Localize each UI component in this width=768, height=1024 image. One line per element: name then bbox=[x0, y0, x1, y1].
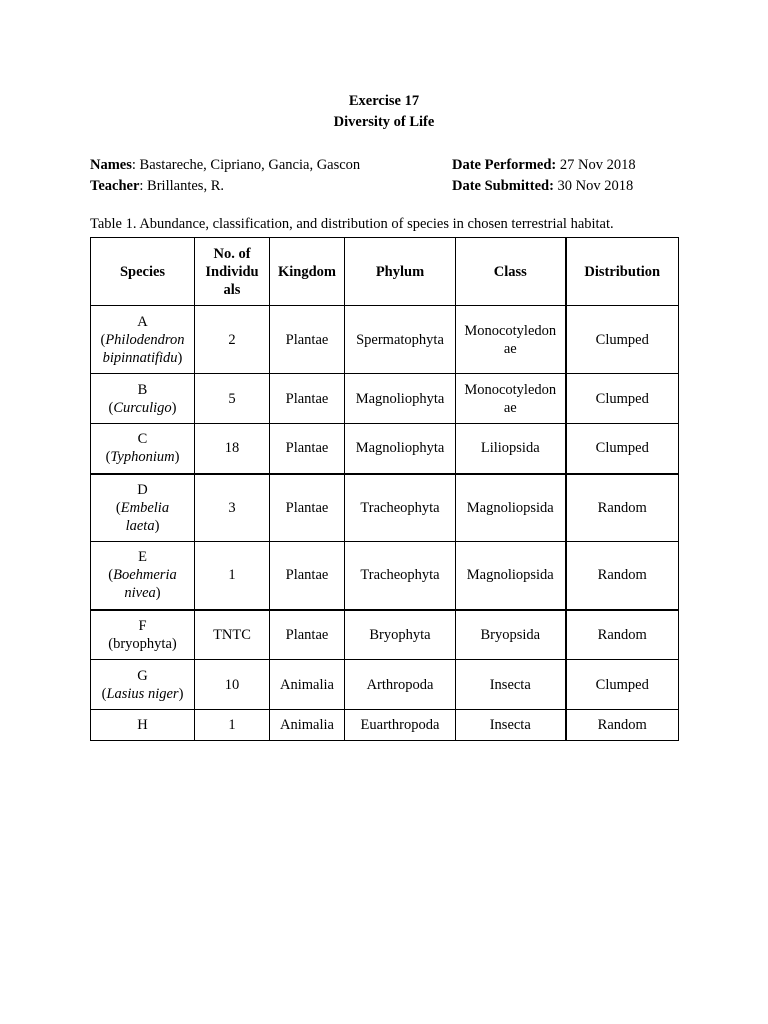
species-sci-name-cont: nivea bbox=[124, 585, 156, 602]
kingdom-cell: Plantae bbox=[270, 542, 345, 610]
phylum-cell: Tracheophyta bbox=[345, 542, 456, 610]
class-cell bbox=[456, 306, 566, 374]
species-letter: A bbox=[137, 313, 148, 330]
header-count-l1: No. of bbox=[213, 245, 251, 262]
count-cell: 10 bbox=[195, 660, 270, 710]
teacher-value: : Brillantes, R. bbox=[139, 178, 224, 194]
phylum-cell: Magnoliophyta bbox=[345, 424, 456, 474]
count-cell: 5 bbox=[195, 374, 270, 424]
species-letter: C bbox=[137, 431, 148, 448]
species-sci-name-cont: bipinnatifidu bbox=[102, 349, 178, 366]
kingdom-cell: Plantae bbox=[270, 474, 345, 542]
phylum-cell: Tracheophyta bbox=[345, 474, 456, 542]
table-row bbox=[91, 374, 679, 424]
meta-left bbox=[90, 155, 360, 197]
species-sci-name: Lasius niger bbox=[106, 685, 179, 702]
table-row bbox=[91, 542, 679, 610]
table-caption: Table 1. Abundance, classification, and distribution of species in chosen terrestrial habitat. bbox=[90, 216, 614, 232]
date-submitted-label: Date Submitted: bbox=[452, 178, 554, 194]
phylum-cell: Magnoliophyta bbox=[345, 374, 456, 424]
header-count-l3: als bbox=[223, 281, 241, 298]
species-sci-name: Typhonium bbox=[110, 449, 175, 466]
phylum-cell: Arthropoda bbox=[345, 660, 456, 710]
species-letter: E bbox=[138, 549, 147, 566]
meta-right bbox=[452, 155, 636, 197]
class-text: Monocotyledon bbox=[464, 322, 557, 339]
species-cell bbox=[91, 610, 195, 660]
species-cell: B (Curculigo) bbox=[91, 374, 195, 424]
species-letter: F bbox=[138, 617, 147, 634]
count-cell: TNTC bbox=[195, 610, 270, 660]
kingdom-cell: Plantae bbox=[270, 424, 345, 474]
date-performed-value: 27 Nov 2018 bbox=[556, 157, 636, 173]
header-species: Species bbox=[91, 238, 195, 306]
count-cell: 3 bbox=[195, 474, 270, 542]
table-row bbox=[91, 474, 679, 542]
species-cell: E (Boehmeria nivea) bbox=[91, 542, 195, 610]
count-cell: 1 bbox=[195, 710, 270, 741]
header-kingdom: Kingdom bbox=[270, 238, 345, 306]
species-sci-name: Boehmeria bbox=[113, 567, 177, 584]
distribution-cell: Clumped bbox=[566, 374, 679, 424]
date-performed-line bbox=[452, 155, 636, 176]
class-cell: Insecta bbox=[456, 710, 566, 741]
species-cell: A (Philodendron bipinnatifidu) bbox=[91, 306, 195, 374]
species-letter: D bbox=[137, 481, 148, 498]
header-count-l2: Individu bbox=[205, 263, 259, 280]
table-row bbox=[91, 710, 679, 741]
species-letter: G bbox=[137, 667, 148, 684]
table-row bbox=[91, 610, 679, 660]
exercise-number: Exercise 17 bbox=[348, 93, 420, 109]
teacher-label: Teacher bbox=[90, 178, 140, 194]
distribution-cell: Random bbox=[566, 710, 679, 741]
kingdom-cell: Animalia bbox=[270, 710, 345, 741]
page-title: Diversity of Life bbox=[333, 114, 435, 130]
teacher-line bbox=[90, 176, 360, 197]
phylum-cell: Bryophyta bbox=[345, 610, 456, 660]
kingdom-cell: Plantae bbox=[270, 374, 345, 424]
class-text-cont: ae bbox=[503, 399, 517, 416]
distribution-cell: Clumped bbox=[566, 424, 679, 474]
class-cell bbox=[456, 374, 566, 424]
species-sci-name-cont: laeta bbox=[125, 517, 155, 534]
distribution-cell: Random bbox=[566, 474, 679, 542]
species-table bbox=[90, 237, 679, 741]
phylum-cell: Euarthropoda bbox=[345, 710, 456, 741]
species-cell: H bbox=[91, 710, 195, 741]
distribution-cell: Clumped bbox=[566, 660, 679, 710]
distribution-cell: Clumped bbox=[566, 306, 679, 374]
species-letter: B bbox=[137, 381, 148, 398]
species-sci-name: Curculigo bbox=[113, 399, 172, 416]
date-submitted-value: 30 Nov 2018 bbox=[553, 178, 634, 194]
header-distribution: Distribution bbox=[566, 238, 679, 306]
header-phylum: Phylum bbox=[345, 238, 456, 306]
species-sci-name: Embelia bbox=[120, 499, 170, 516]
date-performed-label: Date Performed: bbox=[452, 157, 557, 173]
header-class: Class bbox=[456, 238, 566, 306]
species-common-name: (bryophyta) bbox=[108, 635, 177, 652]
distribution-cell: Random bbox=[566, 542, 679, 610]
count-cell: 18 bbox=[195, 424, 270, 474]
species-cell: C (Typhonium) bbox=[91, 424, 195, 474]
names-line bbox=[90, 155, 360, 176]
table-header-row bbox=[91, 238, 679, 306]
header-count bbox=[195, 238, 270, 306]
names-value: : Bastareche, Cipriano, Gancia, Gascon bbox=[131, 157, 361, 173]
class-cell: Liliopsida bbox=[456, 424, 566, 474]
species-cell: G (Lasius niger) bbox=[91, 660, 195, 710]
phylum-cell: Spermatophyta bbox=[345, 306, 456, 374]
table-row bbox=[91, 660, 679, 710]
species-cell: D (Embelia laeta) bbox=[91, 474, 195, 542]
kingdom-cell: Plantae bbox=[270, 610, 345, 660]
kingdom-cell: Plantae bbox=[270, 306, 345, 374]
names-label: Names bbox=[90, 157, 132, 173]
date-submitted-line bbox=[452, 176, 636, 197]
distribution-cell: Random bbox=[566, 610, 679, 660]
table-row bbox=[91, 424, 679, 474]
class-cell: Magnoliopsida bbox=[456, 542, 566, 610]
count-cell: 2 bbox=[195, 306, 270, 374]
count-cell: 1 bbox=[195, 542, 270, 610]
table-row bbox=[91, 306, 679, 374]
class-text: Monocotyledon bbox=[464, 381, 557, 398]
class-cell: Bryopsida bbox=[456, 610, 566, 660]
species-sci-name: Philodendron bbox=[105, 331, 185, 348]
kingdom-cell: Animalia bbox=[270, 660, 345, 710]
class-text-cont: ae bbox=[503, 340, 517, 357]
class-cell: Magnoliopsida bbox=[456, 474, 566, 542]
class-cell: Insecta bbox=[456, 660, 566, 710]
